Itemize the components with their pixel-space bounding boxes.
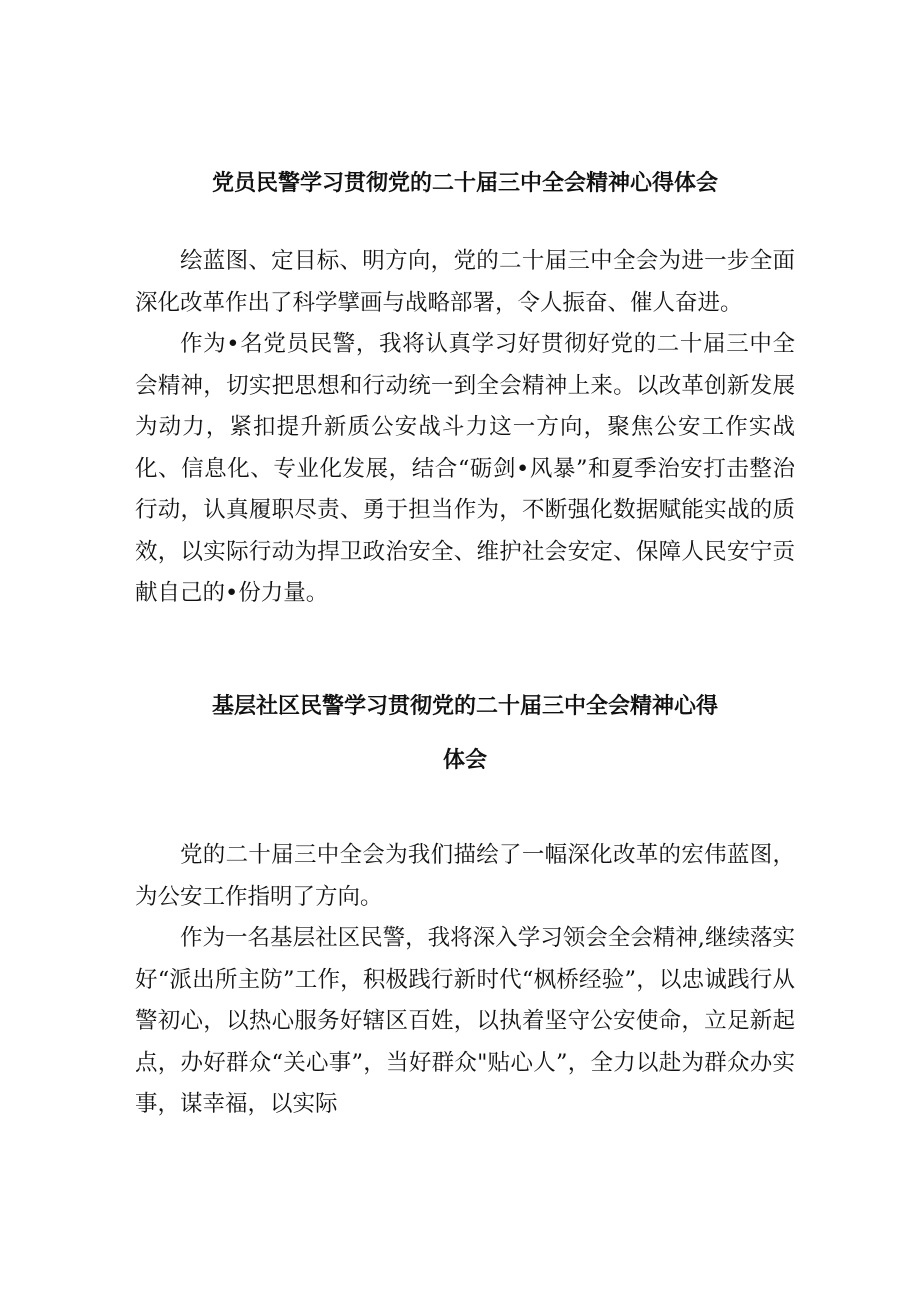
article-2-title — [135, 680, 795, 788]
article-1-paragraph-1: 绘蓝图、定目标、明方向，党的二十届三中全会为进一步全面深化改革作出了科学擘画与战略部署，令人振奋、催人奋进。 — [135, 248, 795, 316]
article-2-title-line-2: 体会 — [442, 748, 487, 773]
article-1-title: 党员民警学习贯彻党的二十届三中全会精神心得体会 — [211, 171, 718, 196]
article-1-paragraph-2: 作为•名党员民警，我将认真学习好贯彻好党的二十届三中全会精神，切实把思想和行动统一到全会精神上来。以改革创新发展为动力，紧扣提升新质公安战斗力这一方向，聚焦公安工作实战化、信息化、专业化发展，结合“砺剑•风暴”和夏季治安打击整治行动，认真履职尽责、勇于担当作为，不断强化数据赋能实战的质效，以实际行动为捍卫政治安全、维护社会安定、保障人民安宁贡献自己的•份力量。 — [135, 331, 795, 606]
article-2 — [135, 680, 795, 1126]
article-1-body — [135, 241, 795, 615]
article-2-paragraph-1: 党的二十届三中全会为我们描绘了一幅深化改革的宏伟蓝图，为公安工作指明了方向。 — [135, 842, 795, 910]
article-2-paragraph-2: 作为一名基层社区民警，我将深入学习领会全会精神,继续落实好“派出所主防”工作，积极践行新时代“枫桥经验”，以忠诚践行从警初心，以热心服务好辖区百姓，以执着坚守公安使命，立足新起点，办好群众“关心事”，当好群众"贴心人”，全力以赴为群众办实事，谋幸福，以实际 — [135, 925, 795, 1117]
article-1 — [135, 157, 795, 615]
article-2-title-line-1: 基层社区民警学习贯彻党的二十届三中全会精神心得 — [211, 694, 718, 719]
article-2-body — [135, 835, 795, 1126]
